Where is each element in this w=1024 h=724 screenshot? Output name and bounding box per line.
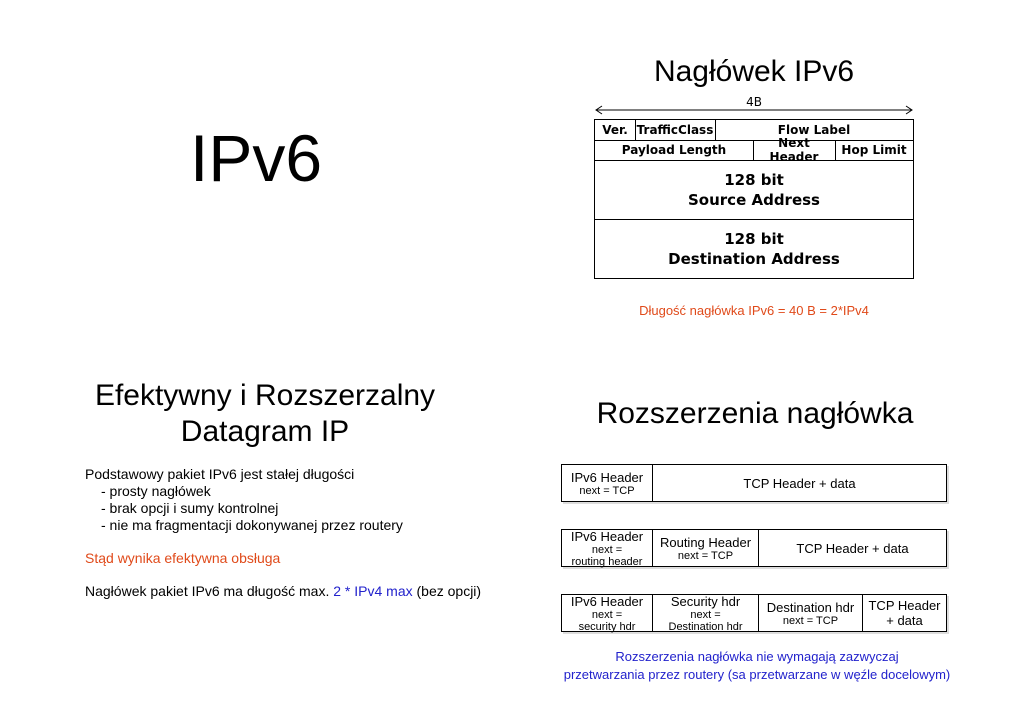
ext-cell-sub: next = TCP bbox=[782, 614, 839, 627]
ext-cell-main: IPv6 Header bbox=[570, 593, 644, 609]
field-source-address bbox=[595, 160, 913, 220]
header-length-note: Długość nagłówka IPv6 = 40 B = 2*IPv4 bbox=[639, 303, 869, 318]
ext-cell-sub: next = Destination hdr bbox=[668, 608, 743, 633]
extensions-note-line2: przetwarzania przez routery (sa przetwarzane w węźle docelowym) bbox=[563, 667, 951, 682]
src-label: Source Address bbox=[688, 191, 820, 209]
field-payload-length: Payload Length bbox=[621, 143, 727, 157]
ext-row1-ipv6 bbox=[562, 465, 653, 501]
ext-cell-sub: next = routing header bbox=[571, 543, 643, 568]
extensions-section-title: Rozszerzenia nagłówka bbox=[596, 397, 914, 430]
body-line-1: Podstawowy pakiet IPv6 jest stałej długości bbox=[85, 466, 355, 482]
max-prefix: Nagłówek pakiet IPv6 ma długość max. bbox=[85, 583, 334, 599]
left-section-title bbox=[60, 378, 470, 450]
ext-row-2 bbox=[561, 529, 947, 567]
ext-cell-main: IPv6 Header bbox=[570, 528, 644, 544]
ext-cell-sub: next = TCP bbox=[677, 549, 734, 562]
body-line-2: - prosty nagłówek bbox=[101, 483, 211, 499]
max-length-line bbox=[85, 583, 525, 600]
ext-row3-tcp bbox=[863, 595, 946, 631]
field-traffic-class: TrafficClass bbox=[636, 123, 714, 137]
ext-row2-routing bbox=[653, 530, 759, 566]
dst-size: 128 bit bbox=[724, 230, 784, 248]
extensions-note bbox=[530, 648, 984, 684]
width-arrow bbox=[592, 104, 916, 116]
ext-cell-sub: next = TCP bbox=[579, 484, 635, 497]
ext-cell-sub: + data bbox=[886, 613, 923, 628]
ext-row-3 bbox=[561, 594, 947, 632]
ext-row3-ipv6 bbox=[562, 595, 653, 631]
ext-row3-destination bbox=[759, 595, 863, 631]
ext-cell-main: Destination hdr bbox=[766, 599, 855, 615]
ext-cell-main: TCP Header + data bbox=[743, 475, 856, 491]
left-section-body bbox=[85, 466, 525, 600]
max-suffix: (bez opcji) bbox=[412, 583, 482, 599]
ext-row2-ipv6 bbox=[562, 530, 653, 566]
ext-cell-sub: next = security hdr bbox=[578, 608, 636, 633]
field-destination-address bbox=[595, 220, 913, 278]
field-next-header: Next Header bbox=[769, 136, 819, 164]
ext-cell-main: TCP Header bbox=[868, 598, 941, 613]
ext-row2-tcp bbox=[759, 530, 946, 566]
field-flow-label: Flow Label bbox=[777, 123, 851, 137]
header-section-title: Nagłówek IPv6 bbox=[653, 55, 855, 88]
main-title: IPv6 bbox=[190, 121, 323, 195]
body-line-3: - brak opcji i sumy kontrolnej bbox=[101, 500, 279, 516]
left-title-line2: Datagram IP bbox=[180, 415, 350, 448]
ext-row3-security bbox=[653, 595, 759, 631]
body-line-4: - nie ma fragmentacji dokonywanej przez routery bbox=[101, 517, 403, 533]
ext-row1-tcp bbox=[653, 465, 946, 501]
ipv6-header-table bbox=[594, 119, 914, 279]
ext-cell-main: Security hdr bbox=[670, 593, 741, 609]
dst-label: Destination Address bbox=[668, 250, 840, 268]
field-ver: Ver. bbox=[602, 123, 628, 137]
efficiency-note: Stąd wynika efektywna obsługa bbox=[85, 550, 281, 566]
ext-row-1 bbox=[561, 464, 947, 502]
extensions-note-line1: Rozszerzenia nagłówka nie wymagają zazwyczaj bbox=[615, 649, 899, 664]
src-size: 128 bit bbox=[724, 171, 784, 189]
ext-cell-main: TCP Header + data bbox=[796, 540, 909, 556]
max-value: 2 * IPv4 max bbox=[333, 583, 413, 599]
width-label: 4B bbox=[746, 95, 762, 109]
ext-cell-main: IPv6 Header bbox=[570, 469, 644, 485]
ext-cell-main: Routing Header bbox=[659, 534, 752, 550]
left-title-line1: Efektywny i Rozszerzalny bbox=[94, 379, 436, 412]
field-hop-limit: Hop Limit bbox=[841, 143, 907, 157]
